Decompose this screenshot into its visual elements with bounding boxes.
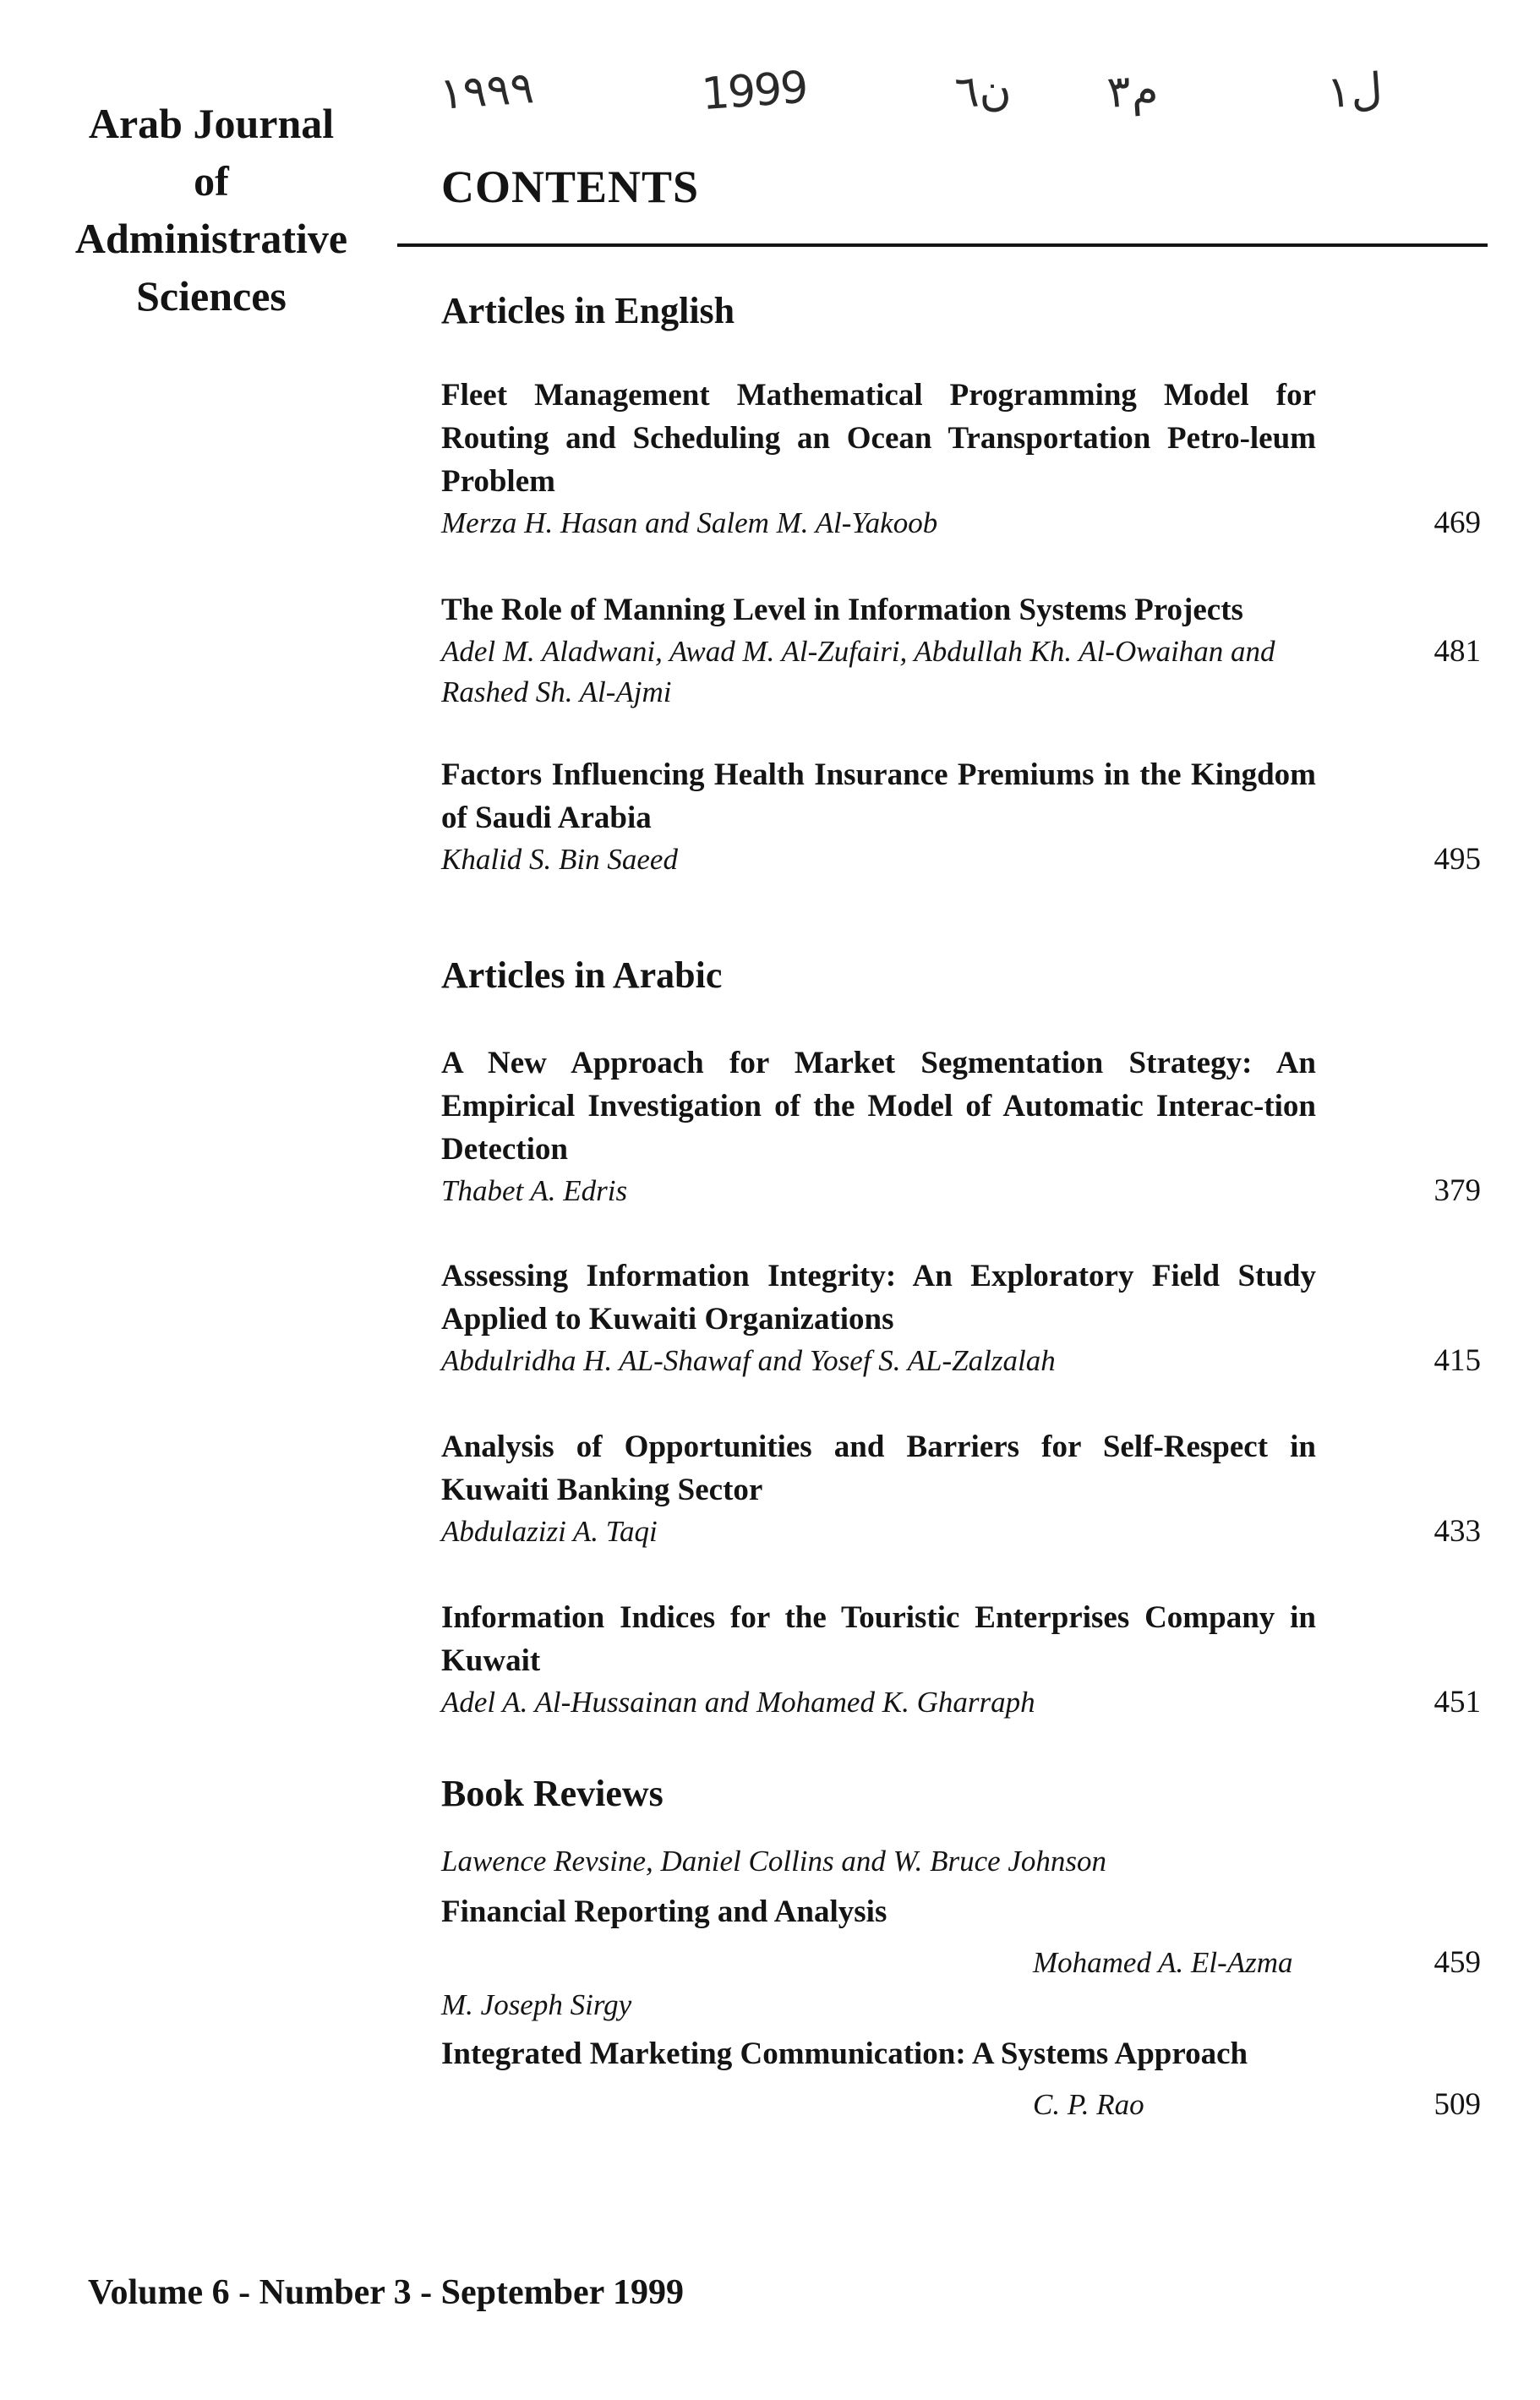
page-number: 481 [1434,634,1481,669]
toc-entry[interactable] [441,1255,1481,1381]
section-heading-arabic: Articles in Arabic [441,954,723,996]
article-authors: Adel M. Aladwani, Awad M. Al-Zufairi, Abdullah Kh. Al-Owaihan and Rashed Sh. Al-Ajmi [441,635,1275,708]
page-number: 433 [1434,1514,1481,1549]
article-authors: Khalid S. Bin Saeed [441,843,678,876]
journal-title-line: Arab Journal [88,100,335,147]
page-number: 379 [1434,1173,1481,1208]
book-title[interactable]: Integrated Marketing Communication: A Systems Approach [441,2036,1248,2071]
article-title[interactable]: A New Approach for Market Segmentation Strategy: An Empirical Investigation of the Model of Automatic Interac-tion Detection [441,1046,1316,1167]
page-number: 451 [1434,1685,1481,1719]
section-heading-english: Articles in English [441,290,735,331]
toc-entry[interactable] [441,588,1481,713]
handwritten-note: ل١ [1324,63,1384,119]
page-number: 415 [1434,1343,1481,1378]
toc-entry[interactable] [441,1425,1481,1552]
handwritten-note: ن٦ [953,63,1013,119]
reviewer-name: Mohamed A. El-Azma [1033,1946,1293,1979]
section-heading-book-reviews: Book Reviews [441,1773,664,1814]
handwritten-note: 1999 [700,62,809,121]
toc-entry[interactable] [441,374,1481,544]
journal-title-line: Sciences [136,272,287,320]
contents-heading: CONTENTS [441,161,700,212]
article-title[interactable]: Fleet Management Mathematical Programming Model for Routing and Scheduling an Ocean Transportation Petro-leum Problem [441,378,1316,499]
article-title[interactable]: Assessing Information Integrity: An Exploratory Field Study Applied to Kuwaiti Organizations [441,1259,1316,1337]
book-authors: Lawence Revsine, Daniel Collins and W. Bruce Johnson [441,1845,1107,1878]
handwritten-note: م٣ [1105,63,1160,119]
divider [397,243,1488,247]
book-title[interactable]: Financial Reporting and Analysis [441,1894,887,1929]
book-authors: M. Joseph Sirgy [441,1988,632,2021]
article-authors: Abdulridha H. AL-Shawaf and Yosef S. AL-Zalzalah [441,1344,1056,1377]
page-number: 469 [1434,506,1481,540]
article-authors: Merza H. Hasan and Salem M. Al-Yakoob [441,506,938,539]
journal-title-line: Administrative [74,215,348,262]
toc-entry[interactable] [441,1596,1481,1723]
article-title[interactable]: Analysis of Opportunities and Barriers for Self-Respect in Kuwaiti Banking Sector [441,1430,1316,1507]
toc-entry[interactable] [441,1041,1481,1211]
article-title[interactable]: Information Indices for the Touristic Enterprises Company in Kuwait [441,1600,1316,1678]
page-number: 495 [1434,842,1481,877]
article-authors: Adel A. Al-Hussainan and Mohamed K. Gharraph [441,1686,1035,1719]
page-number: 459 [1434,1945,1481,1980]
handwritten-notes [0,62,1540,150]
toc-entry[interactable] [441,753,1481,880]
page-number: 509 [1434,2087,1481,2122]
article-authors: Thabet A. Edris [441,1174,628,1207]
article-authors: Abdulazizi A. Taqi [441,1515,658,1548]
issue-footer: Volume 6 - Number 3 - September 1999 [88,2273,685,2312]
journal-title-line: of [194,157,229,205]
article-title[interactable]: The Role of Manning Level in Information Systems Projects [441,593,1243,627]
handwritten-note: ١٩٩٩ [438,63,536,120]
reviewer-name: C. P. Rao [1033,2088,1144,2121]
article-title[interactable]: Factors Influencing Health Insurance Premiums in the Kingdom of Saudi Arabia [441,757,1316,835]
